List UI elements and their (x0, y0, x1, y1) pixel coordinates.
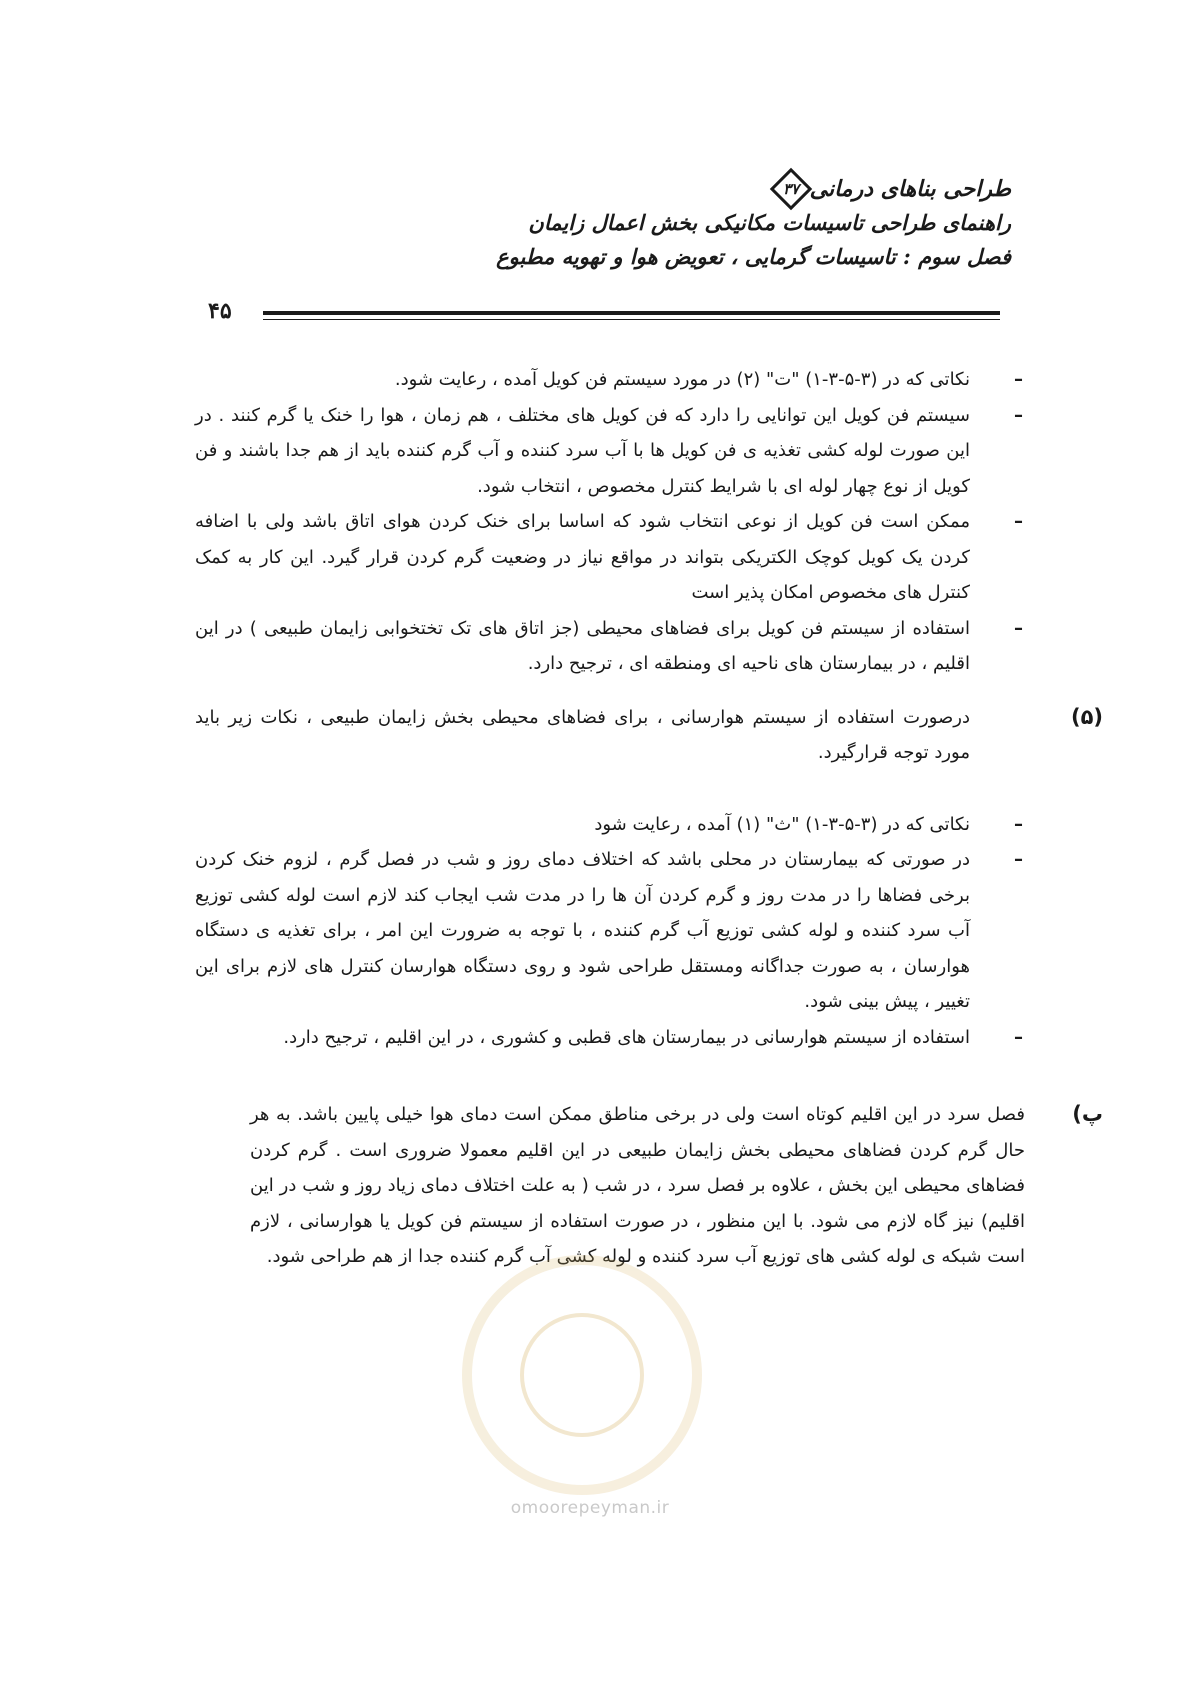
section-p (250, 1097, 1103, 1275)
list-item-text: استفاده از سیستم هوارسانی در بیمارستان های قطبی و کشوری ، در این اقلیم ، ترجیح دارد. (283, 1026, 970, 1048)
watermark-seal-inner (520, 1313, 644, 1437)
list-item-text: سیستم فن کویل این توانایی را دارد که فن کویل های مختلف ، هم زمان ، هوا را خنک یا گرم کنند . در این صورت لوله کشی تغذیه ی فن کویل ها با آب سرد کننده و آب گرم کننده باید از هم جدا باشند و فن کویل از نوع چهار لوله ای با شرایط کنترل مخصوص ، انتخاب شود. (195, 404, 970, 497)
section-p-label: پ) (1072, 1102, 1103, 1126)
list-item (195, 398, 1025, 505)
list-item (195, 842, 1025, 1020)
list-item (195, 611, 1025, 682)
fan-coil-notes-list (195, 362, 1025, 682)
list-item (195, 807, 1025, 843)
list-item-text: در صورتی که بیمارستان در محلی باشد که اختلاف دمای روز و شب در فصل گرم ، لزوم خنک کردن برخی فضاها را در مدت روز و گرم کردن آن ها را در مدت شب ایجاب کند لازم است لوله کشی توزیع آب سرد کننده و لوله کشی توزیع آب گرم کننده ، با توجه به ضرورت این امر ، برای تغذیه ی دستگاه هوارسان ، به صورت جداگانه ومستقل طراحی شود و روی دستگاه هوارسان کنترل های لازم برای این تغییر ، پیش بینی شود. (195, 849, 970, 1012)
list-item-text: نکاتی که در (۳-۵-۳-۱) "ت" (۲) در مورد سیستم فن کویل آمده ، رعایت شود. (394, 369, 970, 390)
list-item (195, 504, 1025, 611)
dash-marker: – (1014, 1026, 1023, 1048)
series-title-line (191, 172, 1011, 206)
section-5-text: درصورت استفاده از سیستم هوارسانی ، برای فضاهای محیطی بخش زایمان طبیعی ، نکات زیر باید مورد توجه قرارگیرد. (195, 706, 970, 763)
header-rule-thick (263, 311, 1000, 315)
list-item (195, 1020, 1025, 1056)
page-number: ۴۵ (208, 298, 232, 324)
watermark-seal (462, 1255, 702, 1495)
dash-marker: – (1014, 813, 1023, 835)
list-item-text: ممکن است فن کویل از نوعی انتخاب شود که اساسا برای خنک کردن هوای اتاق باشد ولی با اضافه کردن یک کویل کوچک الکتریکی بتواند در مواقع نیاز در وضعیت گرم کردن قرار گیرد. این کار به کمک کنترل های مخصوص امکان پذیر است (195, 511, 970, 603)
dash-marker: – (1014, 404, 1023, 426)
dash-marker: – (1014, 849, 1023, 870)
list-item-text: استفاده از سیستم فن کویل برای فضاهای محیطی (جز اتاق های تک تختخوابی زایمان طبیعی ) در این اقلیم ، در بیمارستان های ناحیه ای ومنطقه ای ، ترجیح دارد. (195, 617, 970, 674)
chapter-title: فصل سوم : تاسیسات گرمایی ، تعویض هوا و تهویه مطبوع (496, 244, 1011, 269)
series-number-badge (769, 168, 811, 210)
section-p-text: فصل سرد در این اقلیم کوتاه است ولی در برخی مناطق ممکن است دمای هوا خیلی پایین باشد. به هر حال گرم کردن فضاهای محیطی بخش زایمان طبیعی در این اقلیم معمولا ضروری است . گرم کردن فضاهای محیطی این بخش ، علاوه بر فصل سرد ، در شب ( به علت اختلاف دمای زیاد روز و شب در این اقلیم) نیز گاه لازم می شود. با این منظور ، در صورت استفاده از سیستم فن کویل یا هوارسانی ، لازم است شبکه ی لوله کشی های توزیع آب سرد کننده و لوله کشی آب گرم کننده جدا از هم طراحی شود. (250, 1104, 1025, 1267)
section-5 (195, 700, 1103, 771)
air-handling-notes-list (195, 807, 1025, 1056)
main-content (195, 362, 1103, 1275)
section-5-label: (۵) (1070, 704, 1103, 729)
watermark-url: omoorepeyman.ir (510, 1498, 670, 1518)
series-title: طراحی بناهای درمانی (809, 176, 1011, 202)
guide-title: راهنمای طراحی تاسیسات مکانیکی بخش اعمال زایمان (528, 210, 1011, 235)
list-item-text: نکاتی که در (۳-۵-۳-۱) "ث" (۱) آمده ، رعایت شود (594, 813, 970, 835)
list-item (195, 362, 1025, 398)
dash-marker: – (1014, 617, 1023, 639)
dash-marker: – (1014, 511, 1023, 532)
page-header (191, 172, 1011, 274)
series-number: ۳۷ (782, 180, 799, 198)
dash-marker: – (1014, 369, 1023, 390)
header-rule-thin (263, 319, 1000, 320)
